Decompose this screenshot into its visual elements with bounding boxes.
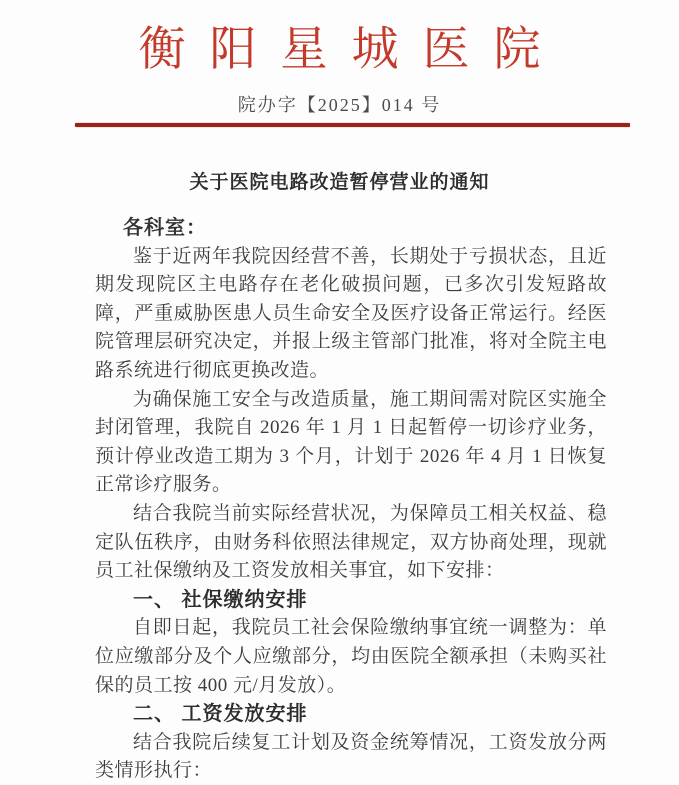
body-paragraph: 自即日起，我院员工社会保险缴纳事宜统一调整为：单位应缴部分及个人应缴部分，均由医院全额承担（未购买社保的员工按 400 元/月发放）。 — [95, 617, 607, 696]
hospital-name: 衡阳星城医院 — [138, 24, 565, 76]
body-paragraph: 结合我院后续复工计划及资金统筹情况，工资发放分两类情形执行： — [95, 731, 607, 782]
red-divider-line — [75, 123, 630, 127]
body-paragraph: 鉴于近两年我院因经营不善，长期处于亏损状态，且近期发现院区主电路存在老化破损问题，已多次引发短路故障，严重威胁医患人员生命安全及医疗设备正常运行。经医院管理层研究决定，并报上级主管部门批准，将对全院主电路系统进行彻底更换改造。 — [95, 245, 607, 381]
body-paragraph: 为确保施工安全与改造质量，施工期间需对院区实施全封闭管理，我院自 2026 年 1 月 1 日起暂停一切诊疗业务，预计停业改造工期为 3 个月，计划于 2026 年 4 月 1 日恢复正常诊疗服务。 — [95, 388, 607, 496]
notice-title: 关于医院电路改造暂停营业的通知 — [189, 172, 490, 193]
notice-body — [95, 214, 607, 785]
document-number: 院办字【2025】014 号 — [237, 95, 442, 115]
section-heading: 二、 工资发放安排 — [133, 703, 308, 726]
salutation: 各科室： — [123, 217, 207, 239]
section-heading: 一、 社保缴纳安排 — [133, 588, 308, 611]
body-paragraph: 结合我院当前实际经营状况，为保障员工相关权益、稳定队伍秩序，由财务科依照法律规定，双方协商处理，现就员工社保缴纳及工资发放相关事宜，如下安排： — [95, 502, 607, 582]
